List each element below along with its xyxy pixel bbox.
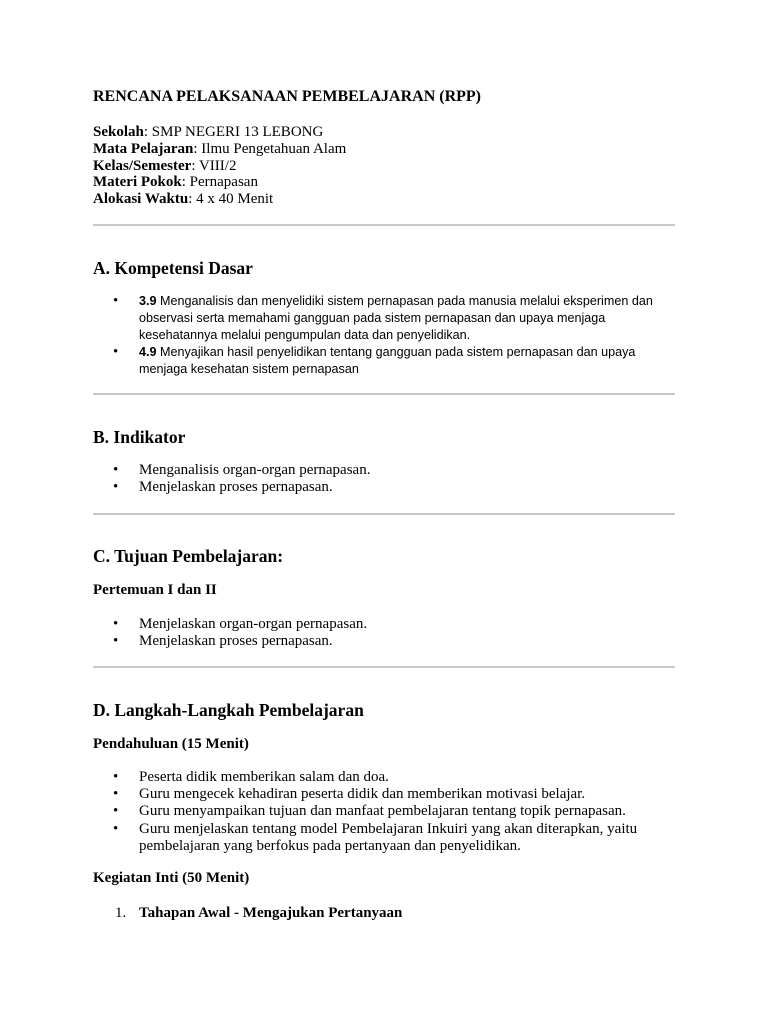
competency-code: 4.9 — [139, 345, 157, 359]
step-number: 1. — [115, 905, 127, 921]
meta-value: : Ilmu Pengetahuan Alam — [193, 140, 347, 157]
intro-subheading: Pendahuluan (15 Menit) — [93, 736, 249, 752]
meeting-subheading: Pertemuan I dan II — [93, 582, 217, 598]
competency-code: 3.9 — [139, 294, 157, 308]
list-item: • Peserta didik memberikan salam dan doa. — [93, 769, 675, 786]
meta-label: Sekolah — [93, 124, 144, 140]
list-item: • Guru menjelaskan tentang model Pembelajaran Inkuiri yang akan diterapkan, yaitu pembelajaran yang berfokus pada pertanyaan dan penyelidikan. — [93, 821, 675, 855]
list-item: • Guru mengecek kehadiran peserta didik dan memberikan motivasi belajar. — [93, 786, 675, 803]
intro-activity-list — [93, 769, 675, 855]
section-d-heading: D. Langkah-Langkah Pembelajaran — [93, 700, 364, 720]
meta-topic — [93, 174, 346, 191]
divider — [93, 666, 675, 668]
section-b-heading: B. Indikator — [93, 427, 186, 447]
core-step-list — [93, 905, 675, 922]
list-item: • Menjelaskan proses pernapasan. — [93, 633, 675, 650]
divider — [93, 393, 675, 395]
meta-value: : VIII/2 — [191, 157, 237, 174]
list-item — [93, 905, 675, 922]
list-item: • Menganalisis organ-organ pernapasan. — [93, 462, 675, 479]
meta-value: : Pernapasan — [181, 174, 258, 191]
meta-class-semester — [93, 158, 346, 175]
divider — [93, 513, 675, 515]
meta-label: Alokasi Waktu — [93, 191, 189, 208]
identity-block — [93, 124, 346, 208]
competency-list — [93, 293, 675, 378]
document-title: RENCANA PELAKSANAAN PEMBELAJARAN (RPP) — [93, 88, 481, 105]
section-a-heading: A. Kompetensi Dasar — [93, 258, 253, 278]
meta-label: Mata Pelajaran — [93, 140, 194, 157]
meta-time-allocation — [93, 191, 346, 208]
list-item: • Menjelaskan organ-organ pernapasan. — [93, 616, 675, 633]
list-item — [93, 293, 675, 344]
competency-text: Menganalisis dan menyelidiki sistem pernapasan pada manusia melalui eksperimen dan observasi serta memahami gangguan pada sistem pernapasan dan upaya menjaga kesehatannya melalui pengumpulan data dan penyelidikan. — [139, 294, 653, 342]
indicator-list — [93, 462, 675, 496]
meta-value: : 4 x 40 Menit — [188, 191, 274, 208]
step-text: Tahapan Awal - Mengajukan Pertanyaan — [139, 905, 403, 921]
objective-list — [93, 616, 675, 650]
meta-label: Materi Pokok — [93, 174, 182, 191]
list-item: • Guru menyampaikan tujuan dan manfaat pembelajaran tentang topik pernapasan. — [93, 803, 675, 820]
core-activity-subheading: Kegiatan Inti (50 Menit) — [93, 870, 250, 886]
meta-school — [93, 124, 346, 141]
list-item — [93, 344, 675, 378]
section-c-heading: C. Tujuan Pembelajaran: — [93, 546, 284, 566]
meta-label: Kelas/Semester — [93, 157, 192, 174]
competency-text: Menyajikan hasil penyelidikan tentang gangguan pada sistem pernapasan dan upaya menjaga kesehatan sistem pernapasan — [139, 345, 636, 376]
divider — [93, 224, 675, 226]
meta-value: : SMP NEGERI 13 LEBONG — [143, 124, 324, 140]
list-item: • Menjelaskan proses pernapasan. — [93, 479, 675, 496]
meta-subject — [93, 141, 346, 158]
